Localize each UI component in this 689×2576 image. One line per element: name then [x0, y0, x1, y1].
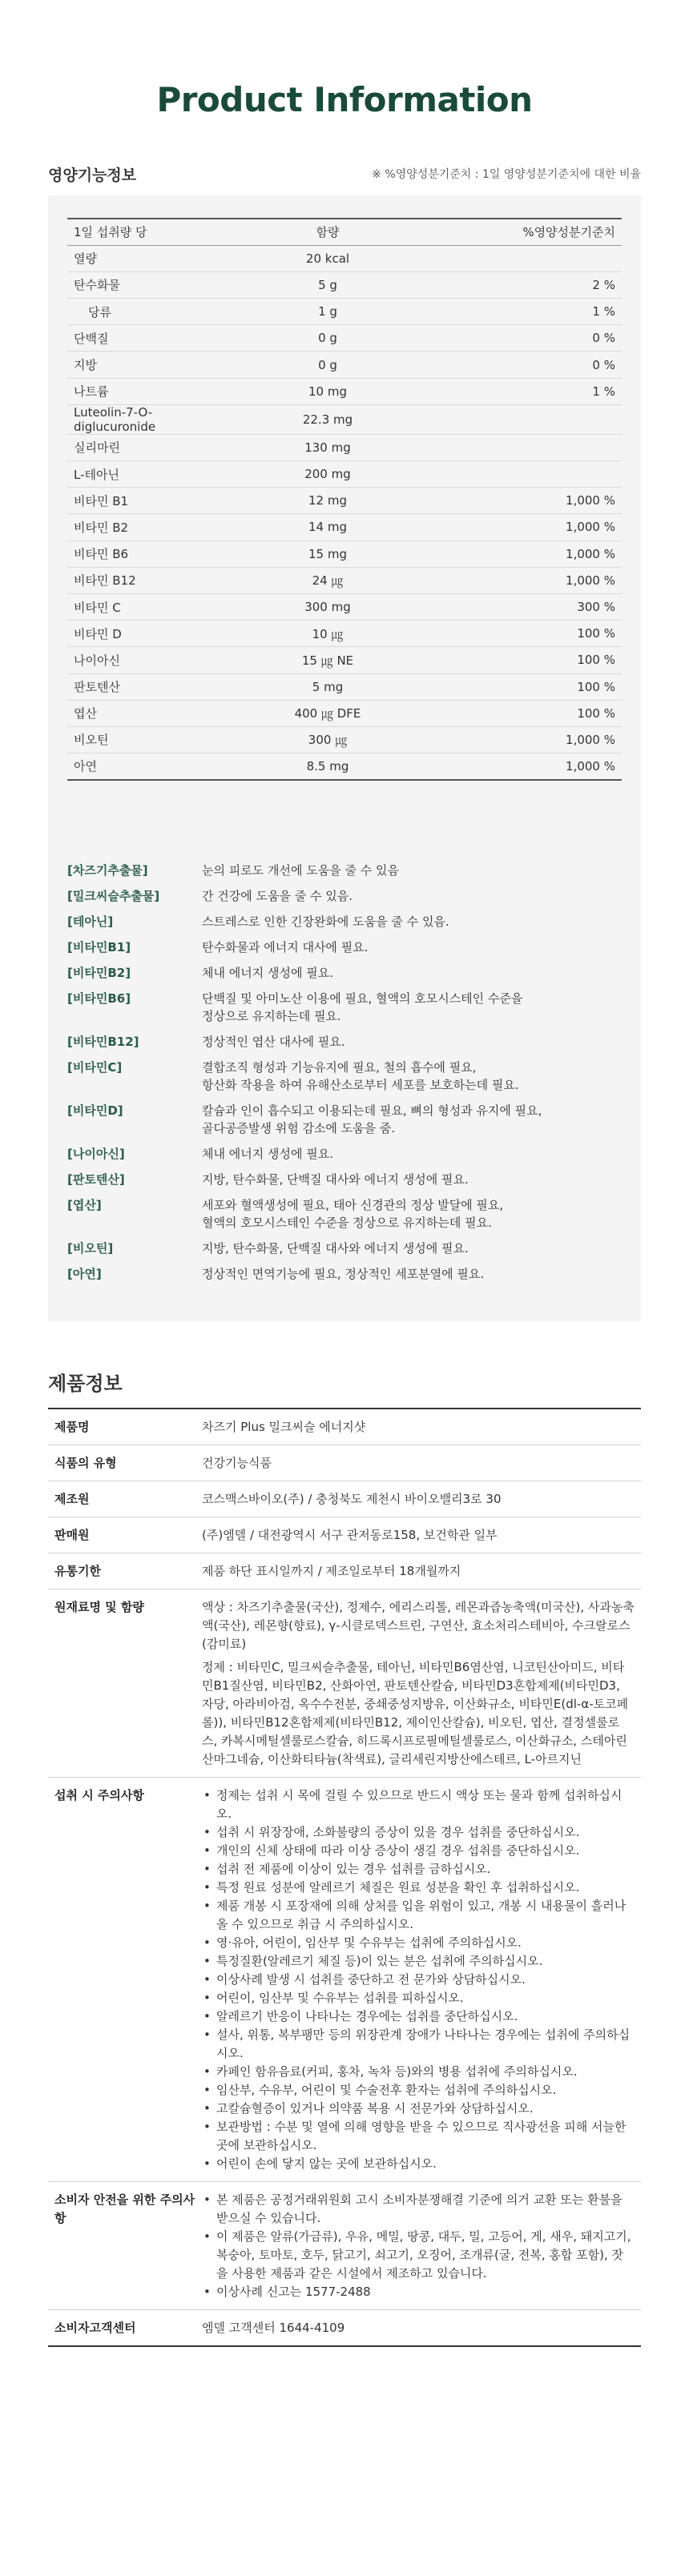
nutrient-amount: 22.3 mg [220, 404, 436, 434]
product-info-value [202, 1589, 641, 1778]
product-info-body [48, 1409, 641, 2346]
functional-description [202, 1171, 622, 1188]
nutrient-amount: 14 mg [220, 514, 436, 541]
product-info-label: 원재료명 및 함량 [48, 1589, 202, 1778]
functional-description [202, 964, 622, 982]
product-info-value [202, 2310, 641, 2347]
functional-description [202, 862, 622, 879]
nutrient-amount: 0 g [220, 325, 436, 352]
nutrient-daily-value: 1,000 % [436, 567, 622, 593]
nutrient-name: 비타민 B2 [67, 514, 220, 541]
functional-ingredient-name: [차즈기추출물] [67, 863, 148, 878]
product-info-label: 제품명 [48, 1409, 202, 1445]
nutrition-reference-note: ※ %영양성분기준치 : 1일 영양성분기준치에 대한 비율 [372, 168, 641, 181]
functional-description-line: 단백질 및 아미노산 이용에 필요, 혈액의 호모시스테인 수준을 [202, 991, 523, 1006]
nutrition-row [67, 726, 622, 753]
nutrient-amount: 15 ㎍ NE [220, 647, 436, 673]
functional-item [67, 1265, 622, 1283]
product-info-label: 유통기한 [48, 1553, 202, 1589]
functional-ingredient-name: [판토텐산] [67, 1172, 125, 1187]
product-info-bullet: • 어린이 손에 닿지 않는 곳에 보관하십시오. [202, 2155, 635, 2173]
nutrient-daily-value: 1 % [436, 378, 622, 404]
nutrition-table-header [67, 219, 622, 245]
nutrient-amount: 300 ㎍ [220, 726, 436, 753]
functional-item [67, 1033, 622, 1051]
nutrient-name: 아연 [67, 754, 220, 780]
product-info-bullet: • 정제는 섭취 시 목에 걸릴 수 있으므로 반드시 액상 또는 물과 함께 섭취하십시오. [202, 1786, 635, 1823]
functional-info-list [67, 862, 622, 1291]
product-info-paragraph: (주)엠델 / 대전광역시 서구 관저동로158, 보건학관 일부 [202, 1528, 498, 1542]
functional-description [202, 1240, 622, 1257]
nutrient-name: 당류 [67, 299, 220, 325]
nutrient-daily-value: 1,000 % [436, 541, 622, 567]
product-info-bullet: • 특정질환(알레르기 체질 등)이 있는 분은 섭취에 주의하십시오. [202, 1952, 635, 1971]
functional-description [202, 1265, 622, 1283]
product-info-paragraph: 액상 : 차즈기추출물(국산), 정제수, 에리스리톨, 레몬과즙농축액(미국산), 사과농축액(국산), 레몬향(향료), γ-시클로덱스트린, 구연산, 효소처리스테비아, 수크랄로스(감미료) [202, 1600, 635, 1651]
nutrient-name: 엽산 [67, 700, 220, 726]
product-info-label: 판매원 [48, 1517, 202, 1553]
product-info-paragraph: 엠델 고객센터 1644-4109 [202, 2321, 345, 2335]
functional-description [202, 887, 622, 905]
product-info-bullet: • 개인의 신체 상태에 따라 이상 증상이 생길 경우 섭취를 중단하십시오. [202, 1842, 635, 1860]
product-info-value [202, 1517, 641, 1553]
functional-item [67, 1240, 622, 1257]
nutrient-amount: 400 ㎍ DFE [220, 700, 436, 726]
nutrition-row [67, 378, 622, 404]
header-serving: 1일 섭취량 당 [67, 219, 220, 245]
functional-ingredient-name: [아연] [67, 1267, 102, 1281]
nutrient-amount: 0 g [220, 352, 436, 378]
nutrient-name: 지방 [67, 352, 220, 378]
product-info-label: 소비자 안전을 위한 주의사항 [48, 2182, 202, 2310]
functional-description-line: 칼슘과 인이 흡수되고 이용되는데 필요, 뼈의 형성과 유지에 필요, [202, 1103, 542, 1118]
product-info-bullet: • 보관방법 : 수분 및 열에 의해 영향을 받을 수 있으므로 직사광선을 피해 서늘한 곳에 보관하십시오. [202, 2118, 635, 2155]
nutrient-daily-value: 2 % [436, 271, 622, 298]
nutrient-daily-value: 100 % [436, 673, 622, 700]
product-info-bullet: • 섭취 시 위장장애, 소화불량의 증상이 있을 경우 섭취를 중단하십시오. [202, 1823, 635, 1842]
functional-ingredient-name: [비타민C] [67, 1060, 123, 1075]
functional-description-line: 지방, 탄수화물, 단백질 대사와 에너지 생성에 필요. [202, 1241, 469, 1256]
nutrient-daily-value: 1,000 % [436, 754, 622, 780]
functional-description [202, 1196, 622, 1232]
product-info-bullet: • 본 제품은 공정거래위원회 고시 소비자분쟁해결 기준에 의거 교환 또는 환불을 받으실 수 있습니다. [202, 2191, 635, 2228]
nutrient-name: L-테아닌 [67, 461, 220, 488]
nutrition-row [67, 541, 622, 567]
functional-item [67, 887, 622, 905]
nutrition-row [67, 434, 622, 460]
functional-item [67, 1145, 622, 1163]
nutrient-name: 실리마린 [67, 434, 220, 460]
functional-description [202, 913, 622, 930]
functional-ingredient-name: [테아닌] [67, 914, 114, 929]
nutrition-section-title: 영양기능정보 [48, 167, 137, 184]
product-info-bullet: • 제품 개봉 시 포장재에 의해 상처를 입을 위험이 있고, 개봉 시 내용물이 흘러나올 수 있으므로 취급 시 주의하십시오. [202, 1897, 635, 1934]
product-info-bullet: • 임산부, 수유부, 어린이 및 수술전후 환자는 섭취에 주의하십시오. [202, 2081, 635, 2100]
functional-ingredient-name: [밀크씨슬추출물] [67, 889, 160, 903]
product-info-paragraph: 제품 하단 표시일까지 / 제조일로부터 18개월까지 [202, 1564, 461, 1578]
nutrient-name: 나트륨 [67, 378, 220, 404]
product-info-bullet-list [202, 1786, 635, 2173]
nutrition-row [67, 621, 622, 647]
nutrition-row [67, 700, 622, 726]
functional-item [67, 913, 622, 930]
product-info-bullet-list [202, 2191, 635, 2301]
product-info-label: 섭취 시 주의사항 [48, 1778, 202, 2182]
functional-description-line: 탄수화물과 에너지 대사에 필요. [202, 940, 369, 954]
functional-item [67, 1102, 622, 1137]
nutrient-name: 비타민 B6 [67, 541, 220, 567]
nutrient-daily-value: 100 % [436, 700, 622, 726]
nutrition-row [67, 271, 622, 298]
product-info-row [48, 1517, 641, 1553]
product-info-bullet: • 이상사례 발생 시 섭취를 중단하고 전 문가와 상담하십시오. [202, 1971, 635, 1989]
nutrient-daily-value: 1,000 % [436, 726, 622, 753]
product-info-bullet: • 카페인 함유음료(커피, 홍차, 녹차 등)와의 병용 섭취에 주의하십시오. [202, 2063, 635, 2081]
product-info-bullet: • 이 제품은 알류(가금류), 우유, 메밀, 땅콩, 대두, 밀, 고등어, 게, 새우, 돼지고기, 복숭아, 토마토, 호두, 닭고기, 쇠고기, 오징어, 조개류(굴, 전복, 홍합 포함), 잣을 사용한 제품과 같은 시설에서 제조하고 있습니다. [202, 2228, 635, 2283]
product-info-bullet: • 특정 원료 성분에 알레르기 체질은 원료 성분을 확인 후 섭취하십시오. [202, 1879, 635, 1897]
product-info-bullet: • 영·유아, 어린이, 임산부 및 수유부는 섭취에 주의하십시오. [202, 1934, 635, 1952]
nutrient-amount: 20 kcal [220, 245, 436, 271]
nutrient-name: 비타민 B12 [67, 567, 220, 593]
functional-item [67, 862, 622, 879]
nutrient-name: 비타민 D [67, 621, 220, 647]
nutrient-amount: 130 mg [220, 434, 436, 460]
nutrition-row [67, 647, 622, 673]
product-info-bullet: • 이상사례 신고는 1577-2488 [202, 2283, 635, 2301]
functional-description-line: 지방, 탄수화물, 단백질 대사와 에너지 생성에 필요. [202, 1172, 469, 1187]
nutrient-daily-value: 300 % [436, 593, 622, 620]
nutrition-row [67, 299, 622, 325]
product-info-row [48, 1778, 641, 2182]
product-info-bullet: • 알레르기 반응이 나타나는 경우에는 섭취를 중단하십시오. [202, 2007, 635, 2026]
nutrient-name: 탄수화물 [67, 271, 220, 298]
nutrition-row [67, 325, 622, 352]
product-info-label: 제조원 [48, 1481, 202, 1517]
product-info-row [48, 2310, 641, 2347]
nutrient-name: Luteolin-7-O-diglucuronide [67, 404, 220, 434]
functional-ingredient-name: [엽산] [67, 1198, 102, 1212]
nutrition-row [67, 461, 622, 488]
nutrition-row [67, 567, 622, 593]
nutrition-row [67, 593, 622, 620]
nutrient-amount: 200 mg [220, 461, 436, 488]
nutrient-daily-value: 0 % [436, 352, 622, 378]
functional-ingredient-name: [비타민B2] [67, 966, 131, 980]
nutrient-daily-value [436, 461, 622, 488]
nutrient-daily-value [436, 434, 622, 460]
product-info-title: 제품정보 [48, 1372, 123, 1395]
product-info-value [202, 1445, 641, 1481]
functional-item [67, 990, 622, 1025]
nutrition-row [67, 673, 622, 700]
functional-description-line: 정상적인 면역기능에 필요, 정상적인 세포분열에 필요. [202, 1267, 485, 1281]
functional-description [202, 938, 622, 956]
functional-item [67, 1059, 622, 1094]
product-info-row [48, 1445, 641, 1481]
product-info-row [48, 1589, 641, 1778]
product-info-value [202, 1553, 641, 1589]
nutrient-amount: 8.5 mg [220, 754, 436, 780]
functional-ingredient-name: [비타민D] [67, 1103, 123, 1118]
product-info-row [48, 1409, 641, 1445]
functional-description-line: 체내 에너지 생성에 필요. [202, 1147, 333, 1161]
nutrient-daily-value: 1,000 % [436, 514, 622, 541]
product-info-value [202, 1481, 641, 1517]
header-daily-value: %영양성분기준치 [436, 219, 622, 245]
nutrient-daily-value: 100 % [436, 621, 622, 647]
functional-item [67, 938, 622, 956]
functional-ingredient-name: [비타민B6] [67, 991, 131, 1006]
nutrient-daily-value: 100 % [436, 647, 622, 673]
functional-description [202, 1145, 622, 1163]
product-info-paragraph: 정제 : 비타민C, 밀크씨슬추출물, 테아닌, 비타민B6염산염, 니코틴산아미드, 비타민B1질산염, 비타민B2, 산화아연, 판토텐산칼슘, 비타민D3혼합제제(비타민D3, 자당, 아라비아검, 옥수수전분, 중쇄중성지방유, 이산화규소, 비타민E(dl-α-토코페롤)), 비타민B12혼합제제(비타민B12, 제이인산칼슘), 비오틴, 엽산, 결정셀룰로스, 카복시메틸셀룰로스칼슘, 히드록시프로필메틸셀룰로스, 이산화규소, 스테아린산마그네슘, 이산화티타늄(착색료), 글리세린지방산에스테르, L-아르지닌 [202, 1660, 629, 1766]
product-info-row [48, 1553, 641, 1589]
functional-ingredient-name: [비오틴] [67, 1241, 114, 1256]
product-info-paragraph: 코스맥스바이오(주) / 충청북도 제천시 바이오밸리3로 30 [202, 1492, 502, 1506]
product-info-bullet: • 설사, 위통, 복부팽만 등의 위장관계 장애가 나타나는 경우에는 섭취에 주의하십시오. [202, 2026, 635, 2063]
functional-description [202, 990, 622, 1025]
functional-description-line: 정상으로 유지하는데 필요. [202, 1009, 341, 1023]
functional-description-line: 항산화 작용을 하여 유해산소로부터 세포를 보호하는데 필요. [202, 1078, 519, 1092]
nutrient-daily-value: 1,000 % [436, 488, 622, 514]
nutrient-daily-value [436, 404, 622, 434]
nutrient-amount: 10 mg [220, 378, 436, 404]
nutrient-amount: 5 mg [220, 673, 436, 700]
nutrient-amount: 24 ㎍ [220, 567, 436, 593]
product-info-value [202, 1778, 641, 2182]
nutrition-row [67, 404, 622, 434]
functional-description-line: 눈의 피로도 개선에 도움을 줄 수 있음 [202, 863, 399, 878]
functional-item [67, 964, 622, 982]
product-info-row [48, 1481, 641, 1517]
nutrient-name: 비타민 B1 [67, 488, 220, 514]
nutrition-row [67, 754, 622, 780]
nutrition-row [67, 514, 622, 541]
product-info-paragraph: 차즈기 Plus 밀크씨슬 에너지샷 [202, 1420, 366, 1434]
functional-ingredient-name: [나이아신] [67, 1147, 125, 1161]
product-info-bullet: • 섭취 전 제품에 이상이 있는 경우 섭취를 금하십시오. [202, 1860, 635, 1879]
nutrient-amount: 300 mg [220, 593, 436, 620]
nutrient-name: 비타민 C [67, 593, 220, 620]
nutrition-row [67, 245, 622, 271]
functional-description [202, 1059, 622, 1094]
product-info-value [202, 2182, 641, 2310]
nutrition-row [67, 352, 622, 378]
product-info-value [202, 1409, 641, 1445]
functional-description [202, 1033, 622, 1051]
nutrient-amount: 12 mg [220, 488, 436, 514]
functional-item [67, 1196, 622, 1232]
functional-description-line: 골다공증발생 위험 감소에 도움을 줌. [202, 1121, 396, 1135]
functional-ingredient-name: [비타민B1] [67, 940, 131, 954]
product-info-table [48, 1408, 641, 2347]
product-info-bullet: • 어린이, 임산부 및 수유부는 섭취를 피하십시오. [202, 1989, 635, 2007]
nutrient-name: 열량 [67, 245, 220, 271]
functional-ingredient-name: [비타민B12] [67, 1035, 139, 1049]
nutrition-row [67, 488, 622, 514]
functional-description [202, 1102, 622, 1137]
product-info-paragraph: 건강기능식품 [202, 1456, 272, 1470]
functional-item [67, 1171, 622, 1188]
nutrient-daily-value [436, 245, 622, 271]
header-amount: 함량 [220, 219, 436, 245]
product-info-label: 식품의 유형 [48, 1445, 202, 1481]
product-info-bullet: • 고칼슘혈증이 있거나 의약품 복용 시 전문가와 상담하십시오. [202, 2100, 635, 2118]
nutrition-header [48, 163, 641, 183]
nutrient-daily-value: 0 % [436, 325, 622, 352]
functional-description-line: 혈액의 호모시스테인 수준을 정상으로 유지하는데 필요. [202, 1216, 492, 1230]
functional-description-line: 간 건강에 도움을 줄 수 있음. [202, 889, 353, 903]
nutrient-amount: 10 ㎍ [220, 621, 436, 647]
nutrient-name: 판토텐산 [67, 673, 220, 700]
nutrient-amount: 5 g [220, 271, 436, 298]
nutrition-table [67, 218, 622, 781]
nutrient-daily-value: 1 % [436, 299, 622, 325]
nutrient-name: 단백질 [67, 325, 220, 352]
nutrient-name: 나이아신 [67, 647, 220, 673]
functional-description-line: 세포와 혈액생성에 필요, 태아 신경관의 정상 발달에 필요, [202, 1198, 504, 1212]
functional-description-line: 체내 에너지 생성에 필요. [202, 966, 333, 980]
nutrient-amount: 1 g [220, 299, 436, 325]
functional-description-line: 스트레스로 인한 긴장완화에 도움을 줄 수 있음. [202, 914, 449, 929]
product-info-label: 소비자고객센터 [48, 2310, 202, 2347]
functional-description-line: 정상적인 엽산 대사에 필요. [202, 1035, 345, 1049]
product-info-row [48, 2182, 641, 2310]
nutrient-name: 비오틴 [67, 726, 220, 753]
nutrient-amount: 15 mg [220, 541, 436, 567]
page-title: Product Information [156, 80, 533, 119]
nutrition-table-body [67, 245, 622, 780]
functional-description-line: 결합조직 형성과 기능유지에 필요, 철의 흡수에 필요, [202, 1060, 477, 1075]
